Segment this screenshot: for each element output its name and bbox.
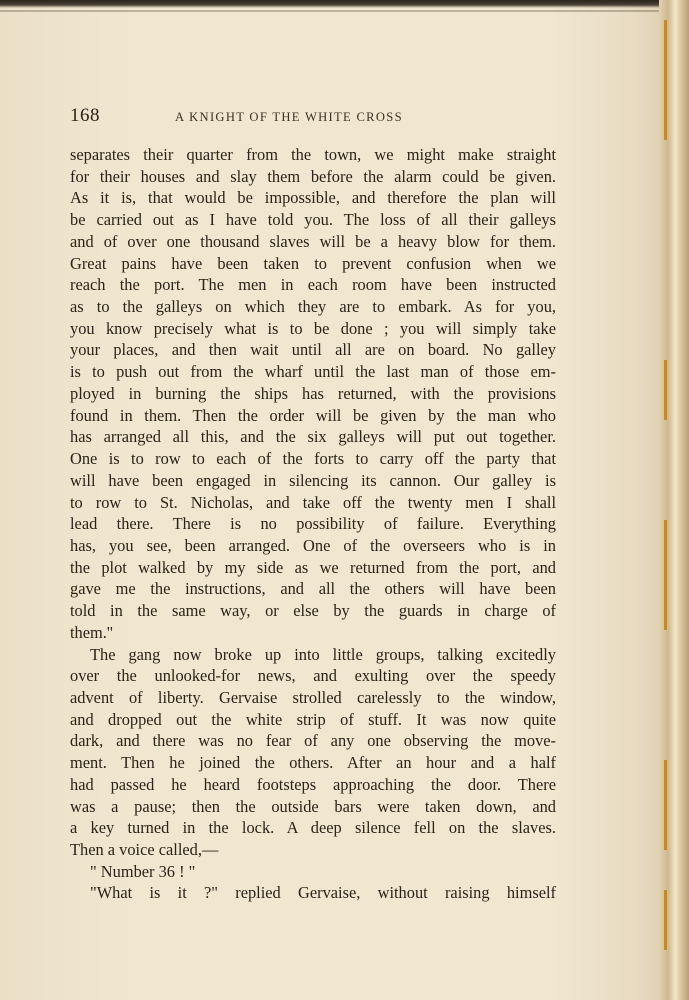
text-line: The gang now broke up into little groups, talking excitedly (90, 644, 556, 664)
text-line: ment. Then he joined the others. After an hour and a half (70, 753, 556, 773)
text-line: a key turned in the lock. A deep silence fell on the slaves. (70, 818, 556, 838)
text-line: gave me the instructions, and all the others will have been (70, 579, 556, 599)
text-line: lead there. There is no possibility of failure. Everything (70, 514, 556, 534)
text-line: your places, and then wait until all are on board. No galley (70, 340, 556, 360)
text-line: was a pause; then the outside bars were taken down, and (70, 796, 556, 816)
text-line: told in the same way, or else by the guards in charge of (70, 601, 556, 621)
text-line: advent of liberty. Gervaise strolled carelessly to the window, (70, 687, 556, 707)
text-line: " Number 36 ! " (90, 861, 196, 881)
text-line: the plot walked by my side as we returned from the port, and (70, 557, 556, 577)
spine-gilt-mark (664, 520, 667, 630)
text-line: has arranged all this, and the six galleys will put out together. (70, 427, 556, 447)
body-text (70, 144, 556, 904)
text-line: Great pains have been taken to prevent confusion when we (70, 253, 556, 273)
running-head (70, 105, 556, 127)
spine-gilt-mark (664, 20, 667, 140)
text-line: dark, and there was no fear of any one observing the move- (70, 731, 556, 751)
spine-gilt-mark (664, 890, 667, 950)
running-title: A KNIGHT OF THE WHITE CROSS (175, 110, 403, 124)
text-line: to row to St. Nicholas, and take off the twenty men I shall (70, 492, 556, 512)
text-line: will have been engaged in silencing its cannon. Our galley is (70, 470, 556, 490)
text-line: has, you see, been arranged. One of the overseers who is in (70, 535, 556, 555)
text-line: you know precisely what is to be done ; you will simply take (70, 318, 556, 338)
text-line: over the unlooked-for news, and exulting over the speedy (70, 666, 556, 686)
spine-gilt-mark (664, 360, 667, 420)
text-line: As it is, that would be impossible, and therefore the plan will (70, 188, 556, 208)
text-line: reach the port. The men in each room have been instructed (70, 275, 556, 295)
book-spine-edge (659, 0, 689, 1000)
page-top-shadow (0, 0, 689, 8)
text-line: had passed he heard footsteps approaching the door. There (70, 774, 556, 794)
text-line: be carried out as I have told you. The loss of all their galleys (70, 210, 556, 230)
text-line: is to push out from the wharf until the last man of those em- (70, 362, 556, 382)
text-line: separates their quarter from the town, we might make straight (70, 145, 556, 164)
text-line: One is to row to each of the forts to carry off the party that (70, 449, 556, 469)
spine-gilt-mark (664, 760, 667, 850)
text-line: found in them. Then the order will be given by the man who (70, 405, 556, 425)
text-line: and dropped out the white strip of stuff. It was now quite (70, 709, 556, 729)
text-line: them.'' (70, 622, 113, 642)
text-line: Then a voice called,— (70, 840, 219, 859)
text-line: for their houses and slay them before the alarm could be given. (70, 166, 556, 186)
page-top-edge (0, 10, 670, 12)
page-number: 168 (70, 105, 100, 126)
text-line: "What is it ?" replied Gervaise, without raising himself (90, 883, 556, 903)
text-line: and of over one thousand slaves will be a heavy blow for them. (70, 231, 556, 251)
text-line: ployed in burning the ships has returned, with the provisions (70, 383, 556, 403)
text-line: as to the galleys on which they are to embark. As for you, (70, 297, 556, 317)
